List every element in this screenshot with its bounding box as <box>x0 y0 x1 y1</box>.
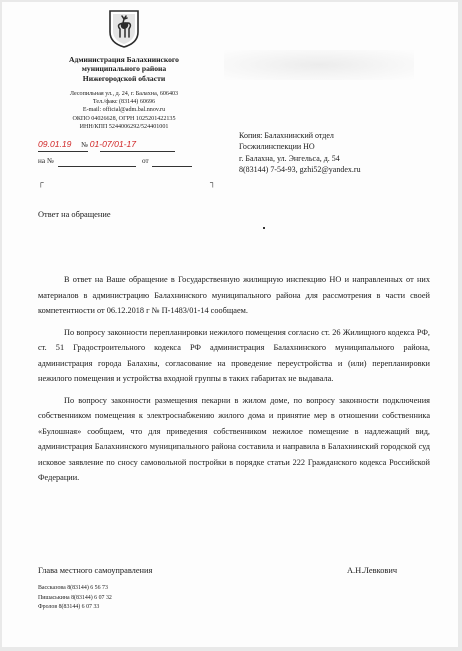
number-prefix: № <box>81 141 88 149</box>
executor-line: Вассказова 8(83144) 6 56 73 <box>38 585 108 591</box>
copy-line: 8(83144) 7-54-93, gzhi52@yandex.ru <box>239 164 361 174</box>
contact-okpo-ogrn: ОКПО 04026628, ОГРН 1025201422135 <box>72 115 176 122</box>
address-corner-mark: ┐ <box>210 178 216 187</box>
document-page <box>2 2 458 647</box>
signatory-title: Глава местного самоуправления <box>38 566 153 575</box>
reference-date-underline <box>152 166 192 167</box>
org-name-line: Нижегородской области <box>82 73 166 83</box>
copy-line: Копия: Балахнинский отдел <box>239 131 334 140</box>
handwritten-number: 01-07/01-17 <box>89 139 137 149</box>
redacted-recipient-block <box>224 50 414 80</box>
contact-email: E-mail: official@adm.bal.nnov.ru <box>82 107 166 114</box>
copy-line: г. Балахна, ул. Энгельса, д. 54 <box>239 153 340 163</box>
reference-prefix: на № <box>38 157 54 165</box>
body-paragraph: В ответ на Ваше обращение в Государственную жилищную инспекцию НО и направленных от них материалов в администрацию Балахнинского муниципального района для рассмотрения в части своей компетентности от 06.12.2018 г № П-1483/01-14 сообщаем. <box>38 275 430 315</box>
coat-of-arms-deer-icon <box>109 10 139 48</box>
number-underline <box>100 151 175 152</box>
executor-line: Фролов 8(83144) 6 07 33 <box>38 604 100 611</box>
letter-subject: Ответ на обращение <box>38 210 111 219</box>
contact-phone: Тел./факс (83144) 60696 <box>92 99 156 106</box>
handwritten-date: 09.01.19 <box>38 139 72 149</box>
copy-line: Госжилинспекции НО <box>239 142 315 152</box>
scan-speck <box>263 227 265 229</box>
contact-inn-kpp: ИНН/КПП 5244006292/524401001 <box>79 123 169 130</box>
organization-name <box>22 55 226 83</box>
executor-line: Пишаськина 8(83144) 6 07 32 <box>38 594 112 601</box>
letter-body <box>38 272 430 492</box>
address-corner-mark: ┌ <box>38 178 44 187</box>
executors-list <box>38 584 112 613</box>
registration-line <box>38 139 136 149</box>
contact-address: Лесопильная ул., д. 24, г. Балахна, 606403 <box>69 91 179 97</box>
date-underline <box>38 151 88 152</box>
body-paragraph: По вопросу законности перепланировки нежилого помещения согласно ст. 26 Жилищного кодекса РФ, ст. 51 Градостроительного кодекса РФ администрация Балахнинского муниципального района, администрация города Балахны, согласование на проведение переустройства и (или) перепланировки нежилого помещения и устройства входной группы в таких габаритах не выдавала. <box>38 327 430 383</box>
body-paragraph: По вопросу законности размещения пекарни в жилом доме, по вопросу законности подключения собственником помещения к электроснабжению жилого дома и принятие мер в отношении собственника «Булошная» сообщаем, что для приведения собственником нежилое помещение в надлежащий вид, администрация Балахнинского муниципального района составила и направила в Балахнинский городской суд исковое заявление по сносу самовольной постройки в порядке статьи 222 Гражданского кодекса Российской Федерации. <box>38 395 430 482</box>
reference-number-underline <box>58 166 136 167</box>
signatory-name: А.Н.Левкович <box>347 566 398 575</box>
reference-line <box>38 157 54 165</box>
org-name-line: Администрация Балахнинского <box>69 55 179 64</box>
organization-contacts <box>22 90 226 131</box>
copy-recipient <box>239 130 361 175</box>
org-name-line: муниципального района <box>81 64 167 74</box>
reference-from-label: от <box>142 157 149 165</box>
